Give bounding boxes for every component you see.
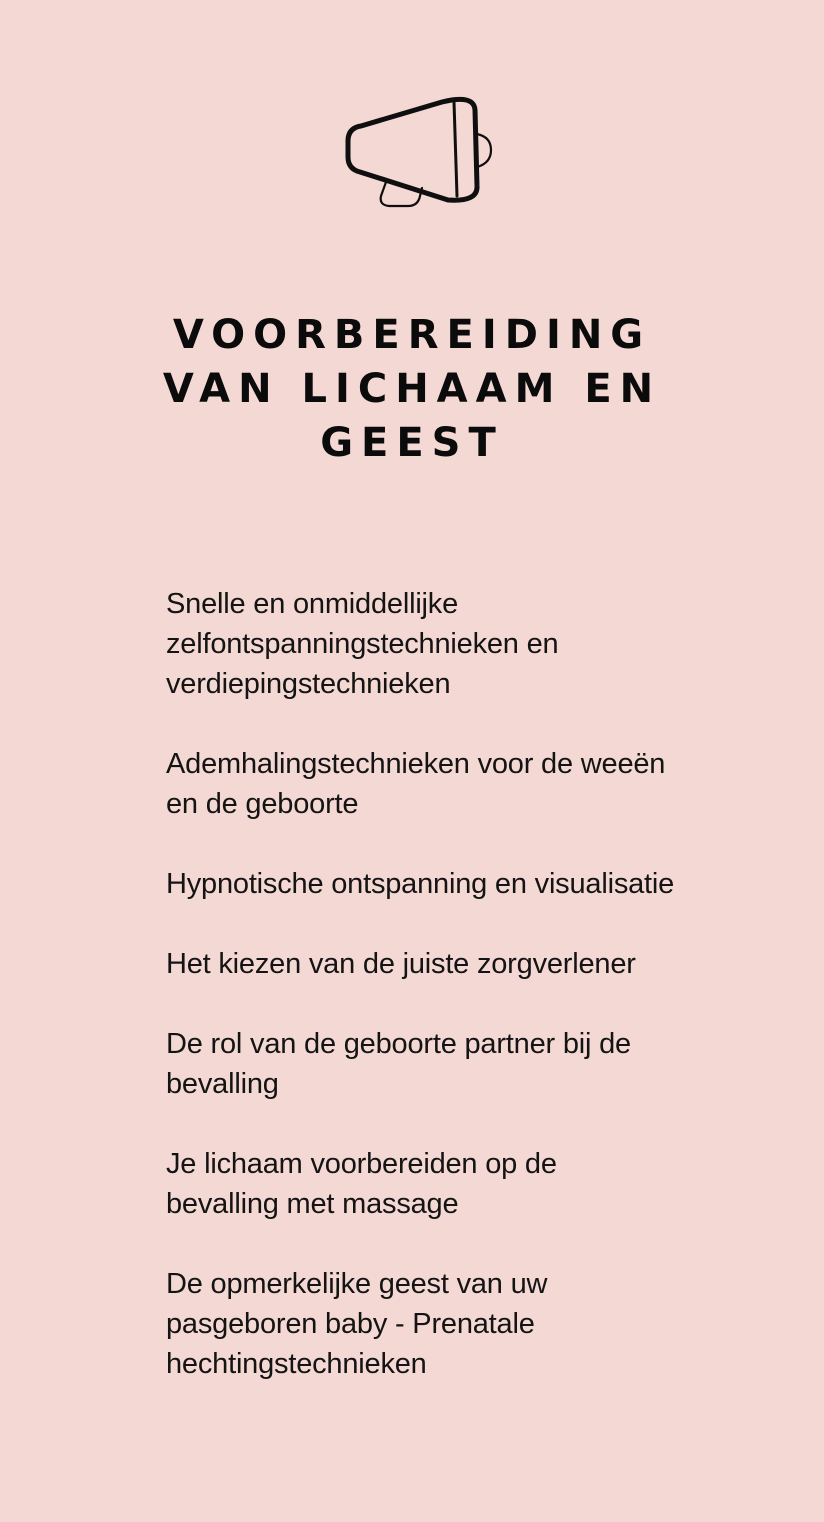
topics-list [166, 584, 686, 1384]
list-item: De rol van de geboorte partner bij de bevalling [166, 1028, 631, 1100]
list-item: Snelle en onmiddellijke zelfontspanningstechnieken en verdiepingstechnieken [166, 588, 559, 700]
list-item: Je lichaam voorbereiden op de bevalling met massage [166, 1148, 557, 1220]
list-item: De opmerkelijke geest van uw pasgeboren baby - Prenatale hechtingstechnieken [166, 1268, 548, 1380]
page-title [112, 308, 712, 470]
list-item: Het kiezen van de juiste zorgverlener [166, 948, 636, 980]
list-item: Ademhalingstechnieken voor de weeën en de geboorte [166, 748, 666, 820]
title-line: VAN LICHAAM EN [162, 366, 662, 412]
title-line: VOORBEREIDING [172, 312, 652, 358]
title-line: GEEST [320, 420, 504, 466]
list-item: Hypnotische ontspanning en visualisatie [166, 868, 675, 900]
megaphone-icon [340, 92, 500, 217]
